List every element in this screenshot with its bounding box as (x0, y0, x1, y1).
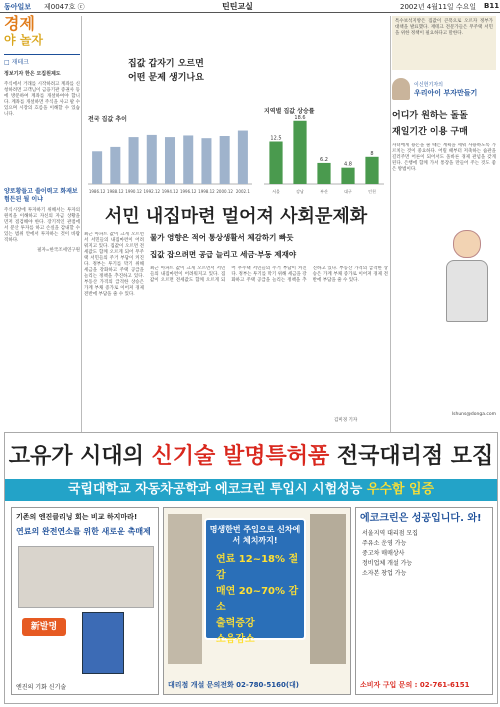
bar (201, 138, 211, 184)
product-box-image (82, 612, 124, 674)
benefit-item: 매연 20~70% 감소 (216, 586, 299, 613)
subheadline-2: 집값 잡으려면 공급 늘리고 세금·부동 제재야 (150, 250, 297, 259)
tick-label: 서울 (272, 189, 280, 194)
article-body: 최근 아파트 값이 크게 오르면서 서민들의 내집마련이 어려워지고 있다. 집값이 오르면 전세값도 함께 오르게 되어 무주택 서민들의 주거 부담이 커진다. 정부는 투기를 막기 위해 세금을 강화하고 주택 공급을 늘리는 정책을 추진하고 있다. 부동산 가격의 급격한 상승은 가계 부채 증가로 이어져 경제 전반에 부담을 줄 수 있다. (84, 232, 144, 297)
logo-bottom: 야 놀자 (4, 33, 43, 47)
tick-label: 1986.12 (88, 189, 106, 194)
engine-image (18, 546, 154, 608)
ad-banner-highlight: 우수함 입증 (366, 482, 435, 497)
ad-headline (5, 439, 497, 470)
bar (341, 168, 354, 184)
column-headline-1: 어디가 원하는 돌돌 (392, 111, 468, 121)
question-headline-2: 어떤 문제 생기나요 (128, 73, 204, 83)
tick-label: 1990.12 (125, 189, 142, 194)
mechanic-photo (310, 514, 346, 664)
chart-title: 지역별 집값 상승률 (264, 108, 315, 115)
section-tag: □ 재테크 (4, 54, 80, 66)
bar (293, 121, 306, 184)
ad-headline-part: 고유가 시대의 (8, 444, 152, 469)
benefit-item: 소음감소 (216, 634, 255, 645)
chart-title: 전국 집값 추이 (88, 116, 127, 123)
ad-headline-highlight: 신기술 발명특허품 (151, 444, 330, 469)
benefit-item: 연료 12~18% 절감 (216, 554, 299, 581)
tick-label: 1988.12 (107, 189, 124, 194)
ad-headline-part: 전국대리점 모집 (329, 444, 494, 469)
tick-label: 인천 (368, 189, 376, 194)
ad-left-title: 기존의 엔진클리닝 회는 비교 하지마라! (16, 513, 138, 521)
regional-rise-chart (260, 104, 388, 196)
byline: 정보기자 한은 모집원제도 (4, 71, 61, 77)
consumer-phone: 소비자 구입 문의 : 02-761-6151 (360, 681, 470, 689)
tick-label: 2000.12 (216, 189, 233, 194)
question-headline-1: 집값 갑자기 오르면 (128, 59, 204, 69)
data-label: 6.2 (320, 156, 328, 163)
paper-name: 동아일보 (4, 3, 32, 11)
column-body: 자녀에게 용돈을 줄 때는 계획을 세워 사용하도록 가르치는 것이 중요하다. 어릴 때부터 저축하는 습관을 길러주면 어른이 되어서도 올바른 경제 관념을 갖게 된다. 은행에 함께 가서 통장을 만들어 주는 것도 좋은 방법이다. (392, 143, 496, 172)
subheading: 양로황들고 쓸이력고 화재보험든된 될 이냐 (4, 188, 78, 203)
data-label: 4.8 (344, 161, 352, 168)
article-body: 주식시장에 투자하기 위해서는 투자의 원칙을 이해하고 자신의 자금 상황을 먼저 점검해야 한다. 장기적인 관점에서 분산 투자를 하고 손실을 감내할 수 있는 범위 안에서 투자하는 것이 바람직하다. (4, 208, 80, 243)
tick-label: 강남 (296, 189, 304, 194)
data-label: 12.5 (270, 135, 282, 142)
logo-top: 경제 (4, 14, 35, 33)
bar (365, 157, 378, 184)
section-title: 틴틴교실 (222, 2, 253, 11)
ad-banner-text: 국립대학교 자동차공학과 에코크린 투입시 시험성능 (67, 482, 367, 497)
column-headline-2: 재일기간 이용 구매 (392, 127, 468, 137)
author: 김미경 기자 (334, 418, 358, 423)
bar (165, 137, 175, 184)
issue-number: 제0047호 ⓒ (44, 3, 85, 11)
data-label: 18.6 (294, 114, 306, 121)
benefits-heading: 명생한번 주입으로 신차에서 체치까지! (209, 525, 301, 545)
ad-right-item: 서울지역 대리점 모집 (362, 530, 418, 537)
ad-left-footer: 엔진의 기화 신기술 (16, 684, 67, 691)
ad-right-item: 정비업체 개설 가능 (362, 560, 413, 567)
illustration (444, 230, 490, 326)
bar (183, 135, 193, 184)
ad-right-item: 소자본 창업 가능 (362, 570, 407, 577)
benefit-item: 출력증강 (216, 618, 255, 629)
tick-label: 부산 (320, 189, 328, 194)
tick-label: 1998.12 (198, 189, 215, 194)
advertisement (4, 432, 498, 704)
bar (317, 163, 330, 184)
bar (110, 147, 120, 184)
ad-right-list (362, 529, 492, 579)
column-tag: 이신헌기자의 (414, 81, 443, 88)
ad-right-panel (355, 507, 493, 695)
bar (147, 135, 157, 184)
bar (269, 142, 282, 185)
ad-banner (5, 479, 497, 501)
tick-label: 1996.12 (179, 189, 197, 194)
page-header (0, 0, 500, 13)
column-title: 우리아이 부자만들기 (414, 88, 478, 97)
dealer-phone: 대리점 개설 문의전화 02-780-5160(대) (168, 681, 299, 689)
ad-left-panel (11, 507, 159, 695)
bar (220, 136, 230, 184)
data-label: 8 (370, 150, 374, 157)
ad-left-subtitle: 연료의 완전연소를 위한 새로운 촉매제 (16, 527, 151, 536)
tick-label: 1994.12 (161, 189, 179, 194)
bar (129, 137, 139, 184)
article-body: 최근 아파트 값이 크게 오르면서 서민들의 내집마련이 어려워지고 있다. 집값이 오르면 전세값도 함께 오르게 되어 무주택 서민들의 주거 부담이 커진다. 정부는 투기를 막기 위해 세금을 강화하고 주택 공급을 늘리는 정책을 추진하고 있다. 부동산 가격의 급격한 상승은 가계 부채 증가로 이어져 경제 전반에 부담을 줄 수 있다. (150, 266, 388, 283)
ad-right-title: 에코크린은 성공입니다. 와! (360, 513, 482, 524)
ad-middle-panel (163, 507, 351, 695)
ad-right-item: 중고차 매매상사 (362, 550, 405, 557)
benefits-box (204, 518, 306, 645)
tick-label: 2002.1 (235, 189, 250, 194)
article-body: 주식에서 거래를 시작하려고 계좌를 신청하려면 고객님이 금융기관 증권사 등에 방문하여 계좌를 개설하여야 합니다. 계좌를 개설하면 주식을 사고 팔 수 있으며 시장의 흐름을 이해할 수 있습니다. (4, 82, 80, 117)
new-invention-badge: 新발명 (22, 618, 66, 636)
issue-date: 2002년 4월11일 수요일 (400, 3, 477, 11)
tick-label: 1992.12 (143, 189, 161, 194)
price-trend-chart (84, 112, 256, 196)
section-logo (4, 16, 80, 48)
intro-box: 특수보석지방은 집값이 큰폭으로 오르자 정부가 대책을 발표했다. 재테크 전문가들은 무주택 서민을 위한 정책이 필요하다고 말한다. (392, 16, 496, 70)
ad-right-item: 주유소 운영 가능 (362, 540, 407, 547)
main-headline: 서민 내집마련 멀어져 사회문제화 (104, 206, 368, 227)
benefits-list (216, 552, 304, 648)
subheadline-1: 물가 영향은 적어 통상생활서 체감하기 빠듯 (150, 233, 294, 242)
engine-photo (168, 514, 202, 664)
author-email: lshuns@donga.com (451, 412, 496, 417)
tick-label: 대구 (344, 189, 352, 194)
author-photo (392, 78, 410, 100)
author: 필자=한국조세연구원 (37, 248, 80, 253)
page-number: B11 (484, 2, 500, 10)
bar (92, 151, 102, 184)
bar (238, 131, 248, 184)
